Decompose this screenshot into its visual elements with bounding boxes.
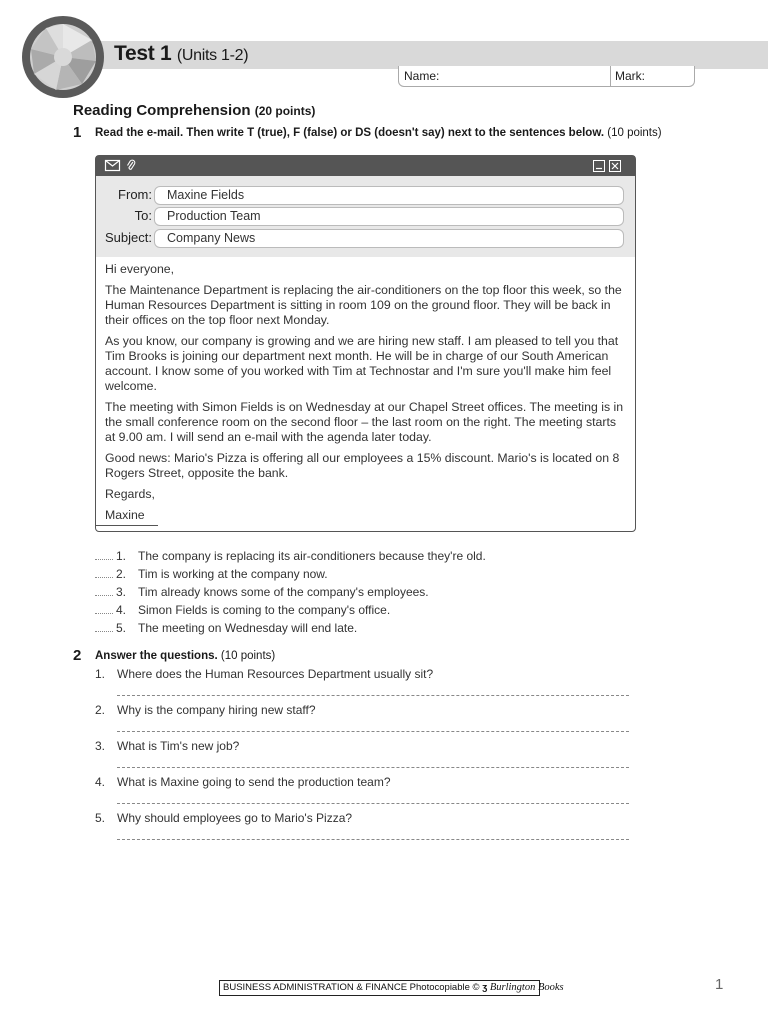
mark-label: Mark: [615,69,645,83]
question-text: Why is the company hiring new staff? [117,703,316,717]
footer-text: BUSINESS ADMINISTRATION & FINANCE Photocopiable © [223,982,480,993]
question-number: 5. [95,811,106,825]
email-paragraph: Good news: Mario's Pizza is offering all our employees a 15% discount. Mario's is located on 8 Rogers Street, opposite the bank. [105,451,620,480]
statement-number: 1. [116,549,127,563]
burlington-logo-icon: ʒ [482,982,488,993]
statement-row [95,602,615,620]
statement-number: 5. [116,621,127,635]
paperclip-icon [126,159,136,172]
question-number: 1. [95,667,106,681]
answer-blank[interactable] [95,559,113,560]
footer-brand: Burlington Books [489,982,564,993]
page-number: 1 [715,976,724,993]
question-number: 2. [95,703,106,717]
question-1-instruction-text: Read the e-mail. Then write T (true), F (false) or DS (doesn't say) next to the sentences below. [95,127,605,139]
statement-text: The company is replacing its air-conditioners because they're old. [138,549,486,563]
email-greeting: Hi everyone, [105,262,175,276]
test-title-units: (Units 1-2) [176,47,249,64]
name-mark-box [398,66,695,87]
footer-copyright [219,980,564,996]
statement-row [95,566,615,584]
statement-text: Simon Fields is coming to the company's office. [138,603,391,617]
test-logo-icon [22,16,104,98]
signature-line [96,525,158,526]
statement-row [95,620,615,638]
to-label: To: [134,208,152,223]
email-window [95,155,636,532]
question-row [95,702,635,738]
question-number: 4. [95,775,106,789]
question-row [95,810,635,846]
email-closing: Regards, [105,487,155,501]
minimize-icon[interactable] [593,160,605,172]
subject-label: Subject: [105,230,152,245]
email-signature-text: Maxine [105,508,145,522]
questions-list [95,666,635,846]
answer-line[interactable] [117,803,629,804]
section-points: (20 points) [254,104,316,118]
statement-number: 4. [116,603,127,617]
email-header-fields [96,176,635,257]
name-mark-divider [610,66,611,86]
close-icon[interactable] [609,160,621,172]
subject-field: Company News [154,229,624,248]
answer-line[interactable] [117,731,629,732]
email-paragraph: The meeting with Simon Fields is on Wednesday at our Chapel Street offices. The meeting is in the small conference room on the second floor – the last room on the right. The meeting starts at 9.00 am. I will send an e-mail with the agenda later today. [105,400,624,444]
statement-number: 2. [116,567,127,581]
email-paragraph: As you know, our company is growing and we are hiring new staff. I am pleased to tell you that Tim Brooks is joining our department next month. He will be in charge of our South American account. I know some of you worked with Tim at Technostar and I'm sure you'll make him feel welcome. [105,334,619,393]
question-text: Where does the Human Resources Department usually sit? [117,667,434,681]
statement-text: Tim already knows some of the company's employees. [138,585,429,599]
question-row [95,666,635,702]
envelope-icon [105,160,120,171]
answer-line[interactable] [117,767,629,768]
email-body [105,262,625,529]
to-field: Production Team [154,207,624,226]
answer-blank[interactable] [95,631,113,632]
answer-blank[interactable] [95,577,113,578]
page-title [114,42,248,66]
name-label: Name: [404,69,440,83]
statement-text: Tim is working at the company now. [138,567,328,581]
question-1-instruction [95,127,662,139]
statement-row [95,584,615,602]
email-signature [105,508,625,523]
statements-list [95,548,615,638]
question-text: Why should employees go to Mario's Pizza? [117,811,353,825]
answer-blank[interactable] [95,595,113,596]
statement-text: The meeting on Wednesday will end late. [138,621,358,635]
question-text: What is Tim's new job? [117,739,240,753]
answer-blank[interactable] [95,613,113,614]
question-2-instruction-text: Answer the questions. [95,650,218,662]
question-1-number: 1 [73,124,82,141]
section-title [73,102,315,119]
question-1-points: (10 points) [607,127,662,139]
statement-row [95,548,615,566]
statement-number: 3. [116,585,127,599]
answer-line[interactable] [117,695,629,696]
from-label: From: [118,187,152,202]
section-title-text: Reading Comprehension [73,102,251,119]
question-2-points: (10 points) [220,650,276,662]
from-field: Maxine Fields [154,186,624,205]
question-row [95,774,635,810]
question-row [95,738,635,774]
email-title-bar [96,156,635,176]
answer-line[interactable] [117,839,629,840]
question-2-instruction [95,650,275,662]
question-number: 3. [95,739,106,753]
email-paragraph: The Maintenance Department is replacing the air-conditioners on the top floor this week, so the Human Resources Department is sitting in room 109 on the ground floor. They will be back in their offices on the top floor next Monday. [105,283,622,327]
question-text: What is Maxine going to send the production team? [117,775,391,789]
test-title-main: Test 1 [114,42,172,65]
question-2-number: 2 [73,647,82,664]
